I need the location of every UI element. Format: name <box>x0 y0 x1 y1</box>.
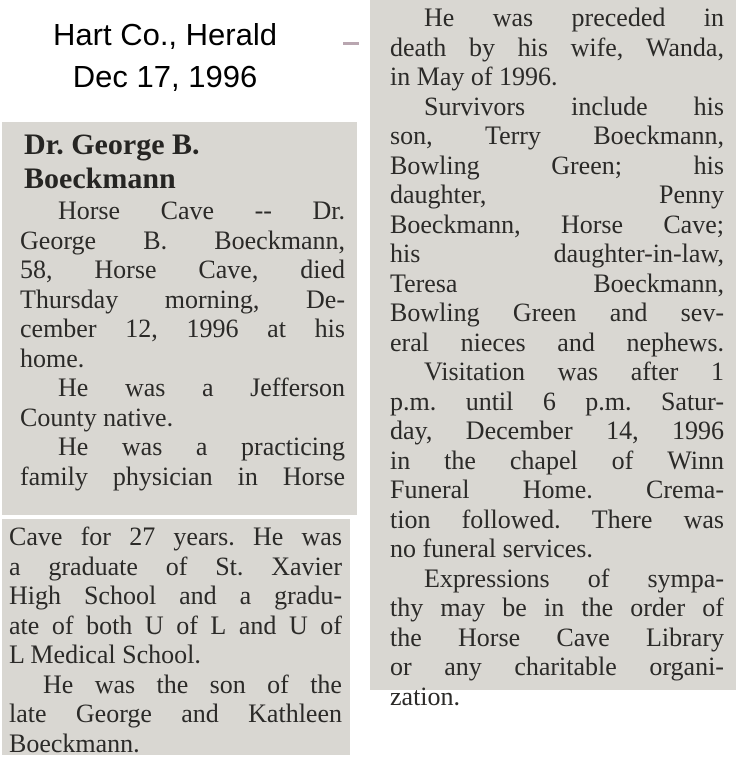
clipping-left-bottom <box>2 519 350 755</box>
text-line: ate of both U of L and U of <box>9 611 342 641</box>
text-line: his daughter-in-law, <box>390 239 724 269</box>
text-line: zation. <box>390 682 724 712</box>
newspaper-caption <box>0 14 330 98</box>
text-line: the Horse Cave Library <box>390 623 724 653</box>
text-line: He was a practicing <box>20 432 345 462</box>
text-line: or any charitable organi- <box>390 652 724 682</box>
text-line: cember 12, 1996 at his <box>20 314 345 344</box>
clipping-left-top <box>2 122 357 515</box>
text-line: late George and Kathleen <box>9 699 342 729</box>
text-line: High School and a gradu- <box>9 581 342 611</box>
text-line: day, December 14, 1996 <box>390 416 724 446</box>
obituary-headline-line-2: Boeckmann <box>24 162 345 196</box>
text-line: death by his wife, Wanda, <box>390 33 724 63</box>
text-line: tion followed. There was <box>390 505 724 535</box>
text-line: Visitation was after 1 <box>390 357 724 387</box>
text-line: He was a Jefferson <box>20 373 345 403</box>
text-line: Bowling Green; his <box>390 151 724 181</box>
text-line: L Medical School. <box>9 640 342 670</box>
caption-date: Dec 17, 1996 <box>0 56 330 98</box>
text-line: Boeckmann, Horse Cave; <box>390 210 724 240</box>
text-line: in May of 1996. <box>390 62 724 92</box>
text-line: Expressions of sympa- <box>390 564 724 594</box>
text-line: Cave for 27 years. He was <box>9 522 342 552</box>
text-line: George B. Boeckmann, <box>20 226 345 256</box>
text-line: daughter, Penny <box>390 180 724 210</box>
text-line: Boeckmann. <box>9 729 342 758</box>
obituary-body-part-2 <box>9 522 342 758</box>
caption-source: Hart Co., Herald <box>0 14 330 56</box>
text-line: Funeral Home. Crema- <box>390 475 724 505</box>
text-line: home. <box>20 344 345 374</box>
text-line: no funeral services. <box>390 534 724 564</box>
text-line: Survivors include his <box>390 92 724 122</box>
text-line: Teresa Boeckmann, <box>390 269 724 299</box>
text-line: Thursday morning, De- <box>20 285 345 315</box>
text-line: County native. <box>20 403 345 433</box>
text-line: He was preceded in <box>390 3 724 33</box>
clipping-right <box>370 0 736 690</box>
text-line: in the chapel of Winn <box>390 446 724 476</box>
text-line: He was the son of the <box>9 670 342 700</box>
text-line: eral nieces and nephews. <box>390 328 724 358</box>
obituary-body-part-3 <box>390 3 724 711</box>
text-line: p.m. until 6 p.m. Satur- <box>390 387 724 417</box>
decorative-dash <box>343 42 359 45</box>
text-line: 58, Horse Cave, died <box>20 255 345 285</box>
text-line: family physician in Horse <box>20 462 345 492</box>
obituary-body-part-1 <box>20 196 345 491</box>
text-line: thy may be in the order of <box>390 593 724 623</box>
text-line: Horse Cave -- Dr. <box>20 196 345 226</box>
text-line: son, Terry Boeckmann, <box>390 121 724 151</box>
text-line: a graduate of St. Xavier <box>9 552 342 582</box>
obituary-headline-line-1: Dr. George B. <box>24 128 345 162</box>
text-line: Bowling Green and sev- <box>390 298 724 328</box>
